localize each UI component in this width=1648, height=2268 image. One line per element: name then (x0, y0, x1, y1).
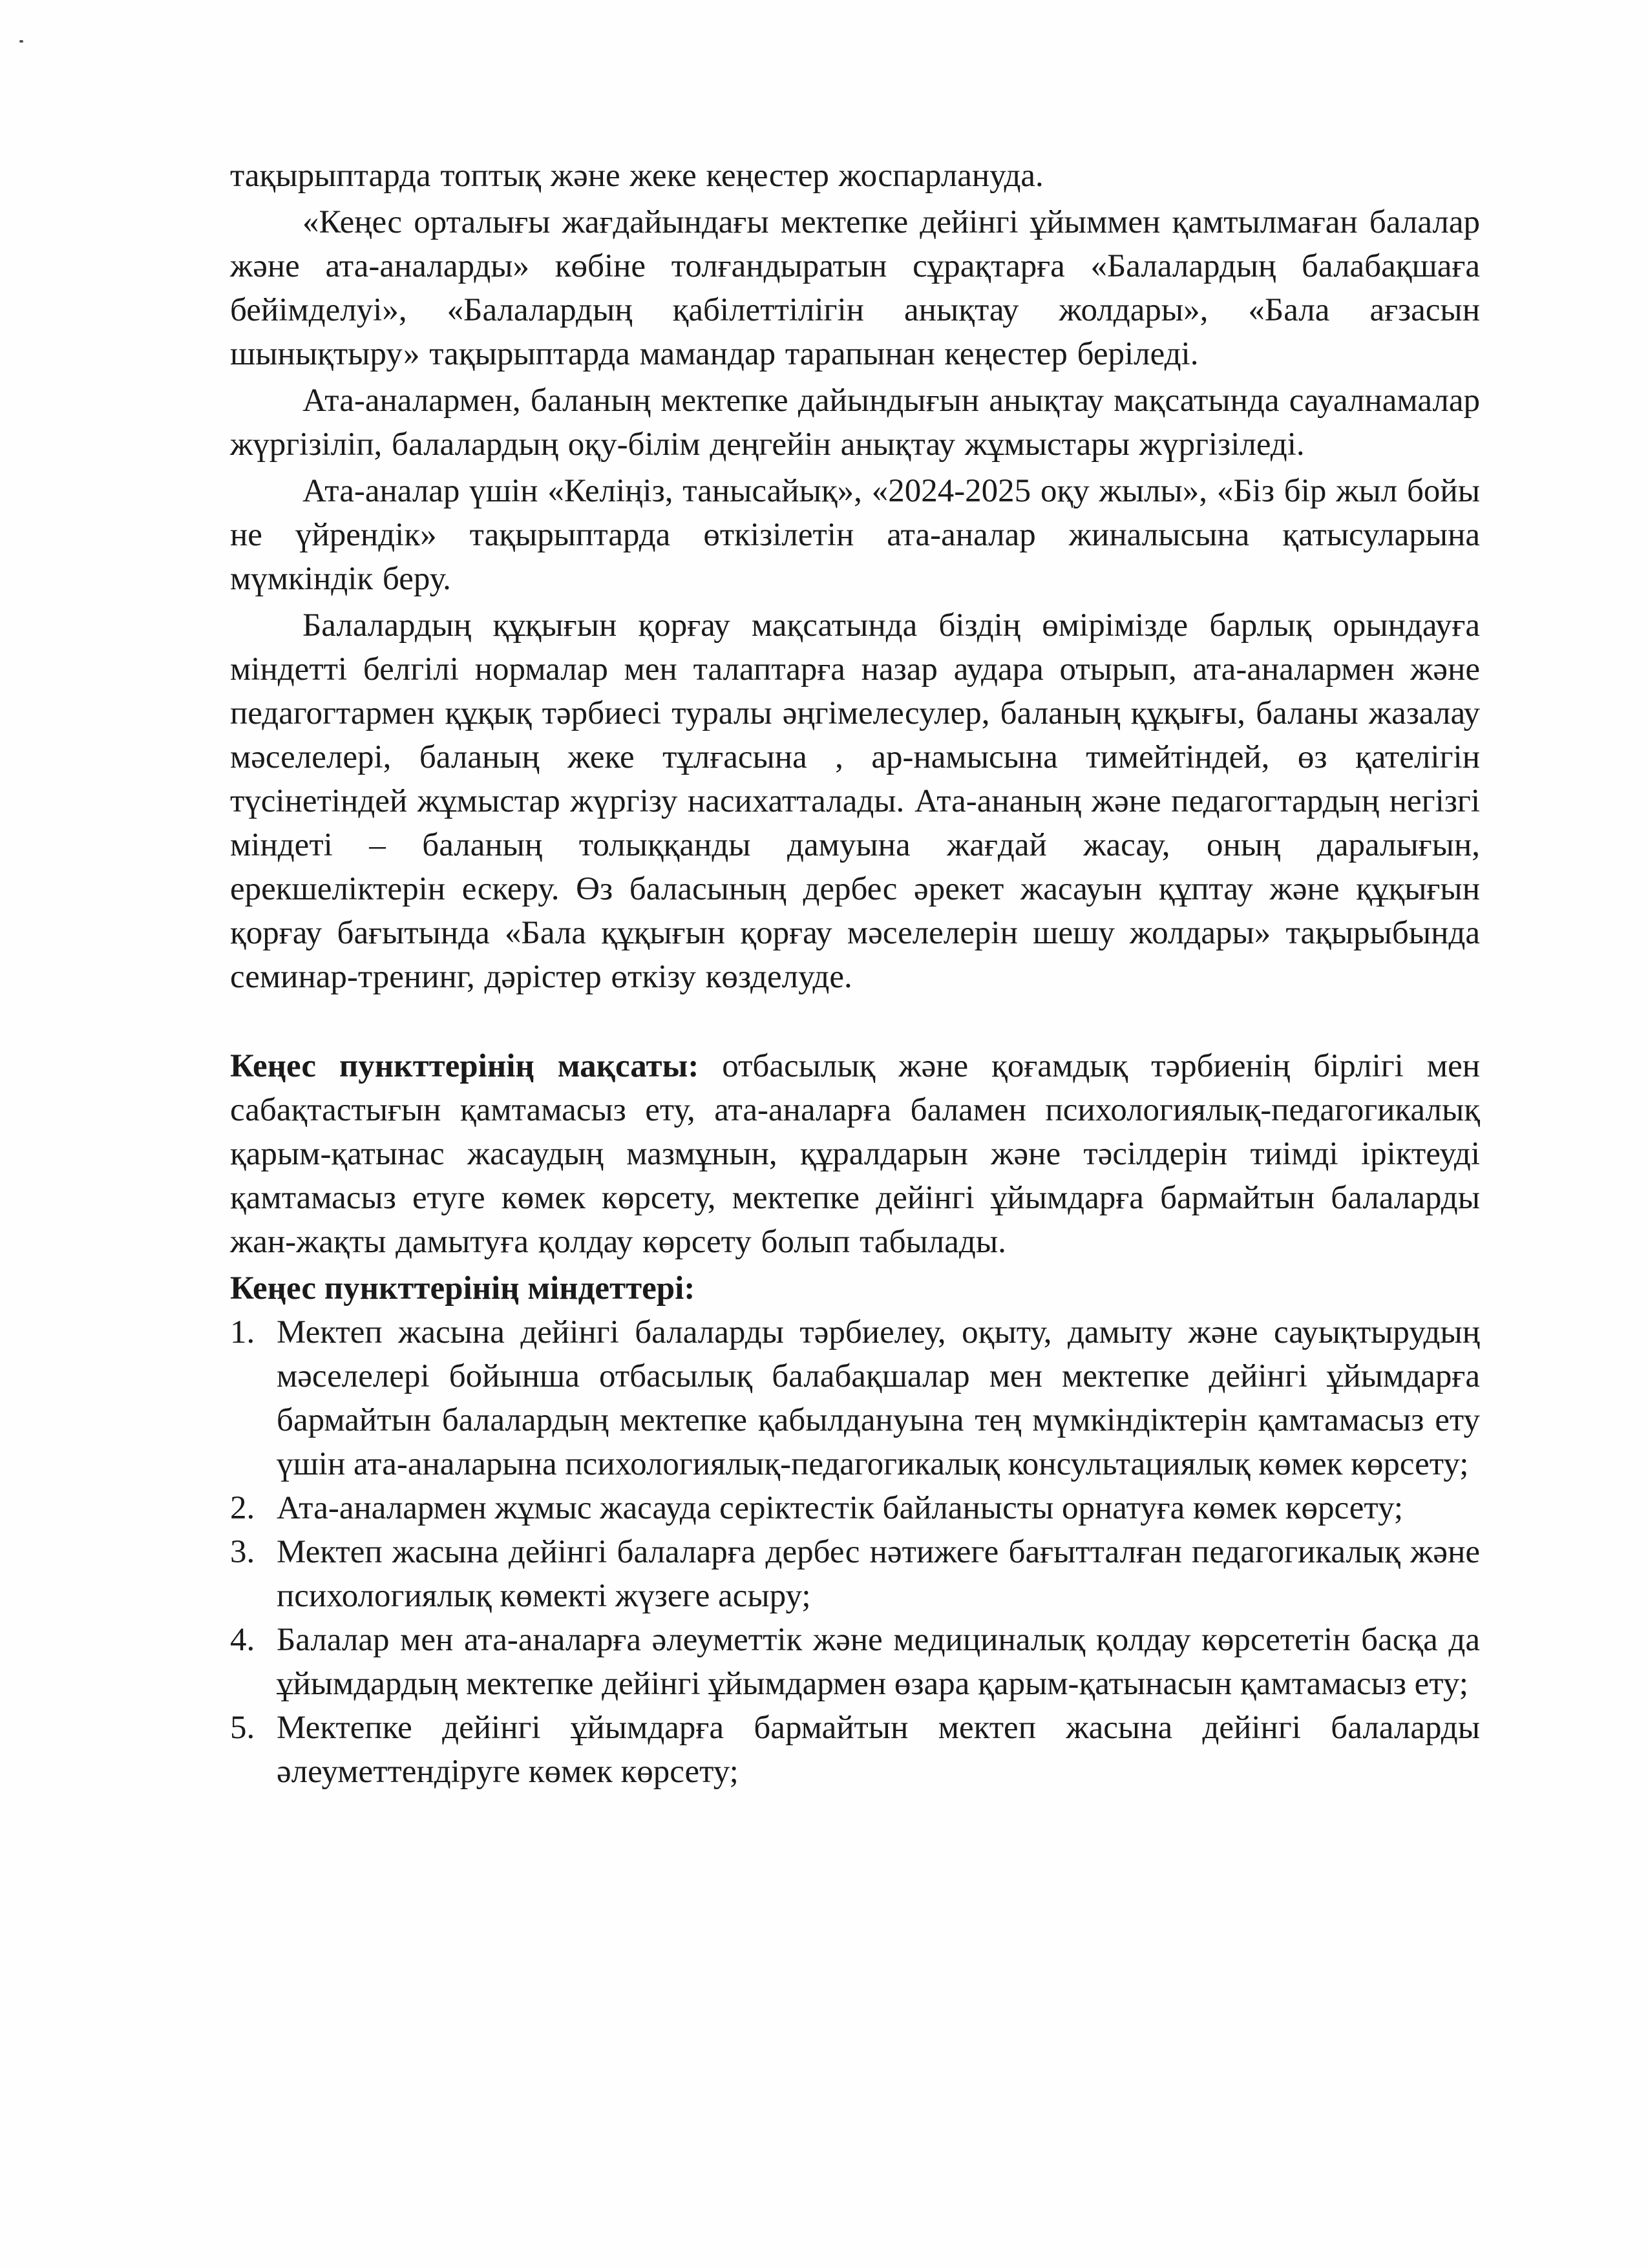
paragraph-consultation-topics: «Кеңес орталығы жағдайындағы мектепке дейінгі ұйыммен қамтылмаған балалар және ата-аналарды» көбіне толғандыратын сұрақтарға «Балалардың балабақшаға бейімделуі», «Балалардың қабілеттілігін анықтау жолдары», «Бала ағзасын шынықтыру» тақырыптарда мамандар тарапынан кеңестер беріледі. (230, 204, 1480, 372)
paragraph-child-rights: Балалардың құқығын қорғау мақсатында біздің өмірімізде барлық орындауға міндетті белгілі нормалар мен талаптарға назар аудара отырып, ата-аналармен және педагогтармен құқық тәрбиесі туралы әңгімелесулер, баланың құқығы, баланы жазалау мәселелері, баланың жеке тұлғасына , ар-намысына тимейтіндей, өз қателігін түсінетіндей жұмыстар жүргізу насихатталады. Ата-ананың және педагогтардың негізгі міндеті – баланың толыққанды дамуына жағдай жасау, оның даралығын, ерекшеліктерін ескеру. Өз баласының дербес әрекет жасауын құптау және құқығын қорғау бағытында «Бала құқығын қорғау мәселелерін шешу жолдары» тақырыбында семинар-тренинг, дәрістер өткізу көзделуде. (230, 607, 1480, 995)
paragraph-parent-meetings: Ата-аналар үшін «Келіңіз, танысайық», «2024-2025 оқу жылы», «Біз бір жыл бойы не үйрендік» тақырыптарда өткізілетін ата-аналар жиналысына қатысуларына мүмкіндік беру. (230, 473, 1480, 597)
paragraph-readiness-survey: Ата-аналармен, баланың мектепке дайындығын анықтау мақсатында сауалнамалар жүргізіліп, балалардың оқу-білім деңгейін анықтау жұмыстары жүргізіледі. (230, 383, 1480, 463)
list-item-number: 2. (230, 1490, 255, 1526)
list-item (230, 1530, 1480, 1618)
paragraph-continuation: тақырыптарда топтық және жеке кеңестер жоспарлануда. (230, 158, 1044, 194)
list-item (230, 1486, 1480, 1530)
list-item-number: 3. (230, 1534, 255, 1570)
tasks-heading: Кеңес пункттерінің міндеттері: (230, 1270, 695, 1307)
goal-label: Кеңес пункттерінің мақсаты: (230, 1048, 699, 1084)
list-item-text: Ата-аналармен жұмыс жасауда серіктестік байланысты орнатуға көмек көрсету; (277, 1490, 1404, 1526)
list-item-text: Мектеп жасына дейінгі балаларға дербес нәтижеге бағытталған педагогикалық және психологиялық көмекті жүзеге асыру; (277, 1534, 1480, 1614)
list-item-text: Мектепке дейінгі ұйымдарға бармайтын мектеп жасына дейінгі балаларды әлеуметтендіруге көмек көрсету; (277, 1710, 1480, 1790)
list-item-text: Мектеп жасына дейінгі балаларды тәрбиелеу, оқыту, дамыту және сауықтырудың мәселелері бойынша отбасылық балабақшалар мен мектепке дейінгі ұйымдарға бармайтын балалардың мектепке қабылдануына тең мүмкіндіктерін қамтамасыз ету үшін ата-аналарына психологиялық-педагогикалық консультациялық көмек көрсету; (277, 1314, 1480, 1482)
list-item (230, 1618, 1480, 1706)
list-item (230, 1310, 1480, 1486)
goal-text: отбасылық және қоғамдық тәрбиенің бірлігі мен сабақтастығын қамтамасыз ету, ата-аналарға баламен психологиялық-педагогикалық қарым-қатынас жасаудың мазмұнын, құралдарын және тәсілдерін тиімді іріктеуді қамтамасыз етуге көмек көрсету, мектепке дейінгі ұйымдарға бармайтын балаларды жан-жақты дамытуға қолдау көрсету болып табылады. (230, 1048, 1481, 1260)
list-item-text: Балалар мен ата-аналарға әлеуметтік және медициналық қолдау көрсететін басқа да ұйымдардың мектепке дейінгі ұйымдармен өзара қарым-қатынасын қамтамасыз ету; (277, 1622, 1480, 1702)
list-item-number: 4. (230, 1622, 255, 1658)
list-item-number: 1. (230, 1314, 255, 1350)
document-body (230, 154, 1480, 1794)
tasks-list (230, 1310, 1480, 1794)
scan-speck (19, 40, 23, 43)
list-item (230, 1706, 1480, 1794)
goal-paragraph (230, 1044, 1480, 1264)
list-item-number: 5. (230, 1710, 255, 1746)
